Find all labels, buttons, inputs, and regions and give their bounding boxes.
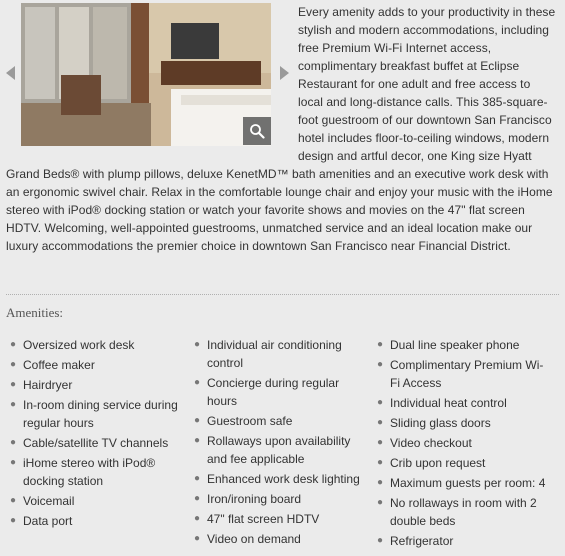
amenity-item [373,336,553,354]
amenity-label: Rollaways upon availability and fee applicable [207,434,351,466]
bullet-icon: ● [10,437,17,448]
amenity-label: Crib upon request [390,456,486,470]
amenity-item [6,434,184,452]
bullet-icon: ● [377,535,384,546]
amenity-label: Complimentary Premium Wi-Fi Access [390,358,544,390]
amenity-label: In-room dining service during regular hours [23,398,178,430]
bullet-icon: ● [194,493,201,504]
bullet-icon: ● [10,515,17,526]
bullet-icon: ● [10,495,17,506]
bullet-icon: ● [194,415,201,426]
amenity-item [373,434,553,452]
amenity-item [373,454,553,472]
amenity-item [190,374,360,410]
bullet-icon: ● [10,379,17,390]
amenity-label: Dual line speaker phone [390,338,520,352]
bullet-icon: ● [194,435,201,446]
amenity-label: Oversized work desk [23,338,135,352]
amenity-item [373,494,553,530]
bullet-icon: ● [377,339,384,350]
bullet-icon: ● [10,339,17,350]
amenity-item [190,510,360,528]
bullet-icon: ● [194,339,201,350]
amenity-label: Maximum guests per room: 4 [390,476,546,490]
bullet-icon: ● [377,457,384,468]
amenities-heading: Amenities: [6,305,64,320]
bullet-icon: ● [194,533,201,544]
amenity-item [6,512,184,530]
amenity-item [190,412,360,430]
amenity-label: iHome stereo with iPod® docking station [23,456,156,488]
amenities-column-2 [190,336,360,550]
amenity-item [373,394,553,412]
bullet-icon: ● [194,473,201,484]
amenity-label: Coffee maker [23,358,95,372]
bullet-icon: ● [194,377,201,388]
amenity-item [190,432,360,468]
bullet-icon: ● [10,457,17,468]
amenities-column-1 [6,336,184,532]
bullet-icon: ● [377,477,384,488]
amenity-item [190,470,360,488]
photo-spacer [6,0,298,150]
amenity-label: Cable/satellite TV channels [23,436,169,450]
amenity-item [190,530,360,548]
divider [6,294,559,295]
amenity-label: 47" flat screen HDTV [207,512,320,526]
amenity-label: Video checkout [390,436,472,450]
bullet-icon: ● [377,497,384,508]
amenity-item [190,336,360,372]
amenity-label: Individual air conditioning control [207,338,342,370]
bullet-icon: ● [377,417,384,428]
amenity-label: Hairdryer [23,378,73,392]
amenity-item [6,492,184,510]
amenity-item [373,414,553,432]
amenity-label: Individual heat control [390,396,507,410]
amenity-item [6,454,184,490]
amenity-item [373,532,553,550]
amenity-label: Iron/ironing board [207,492,302,506]
room-description: Every amenity adds to your productivity in these stylish and modern accommodations, including free Premium Wi-Fi Internet access, complimentary breakfast buffet at Eclipse Restaurant for one adult and free access to local and long-distance calls. This 385-square-foot guestroom of our downtown San Francisco hotel includes floor-to-ceiling windows, modern design and artful decor, one King size Hyatt Grand Beds® with plump pillows, deluxe KenetMD™ bath amenities and an executive work desk with an ergonomic swivel chair. Relax in the comfortable lounge chair and enjoy your music with the iHome stereo with iPod® docking station or watch your favorite shows and movies on the 47" flat screen HDTV. Welcoming, well-appointed guestrooms, unmatched service and an ideal location make our luxury accommodations the premier choice in downtown San Francisco near Financial District. [6,5,556,253]
amenity-label: Enhanced work desk lighting [207,472,360,486]
bullet-icon: ● [377,437,384,448]
amenity-item [6,336,184,354]
amenity-item [373,356,553,392]
description-wrapper [6,0,558,255]
amenity-label: Sliding glass doors [390,416,491,430]
amenity-label: Video on demand [207,532,301,546]
amenity-item [190,490,360,508]
amenity-label: Guestroom safe [207,414,293,428]
amenity-item [6,376,184,394]
amenities-column-3 [373,336,553,552]
bullet-icon: ● [10,399,17,410]
bullet-icon: ● [10,359,17,370]
bullet-icon: ● [377,397,384,408]
bullet-icon: ● [194,513,201,524]
amenity-item [6,396,184,432]
amenity-item [6,356,184,374]
amenity-label: Data port [23,514,73,528]
amenity-label: Concierge during regular hours [207,376,340,408]
amenity-label: No rollaways in room with 2 double beds [390,496,537,528]
amenity-label: Refrigerator [390,534,454,548]
amenity-label: Voicemail [23,494,75,508]
amenity-item [373,474,553,492]
bullet-icon: ● [377,359,384,370]
